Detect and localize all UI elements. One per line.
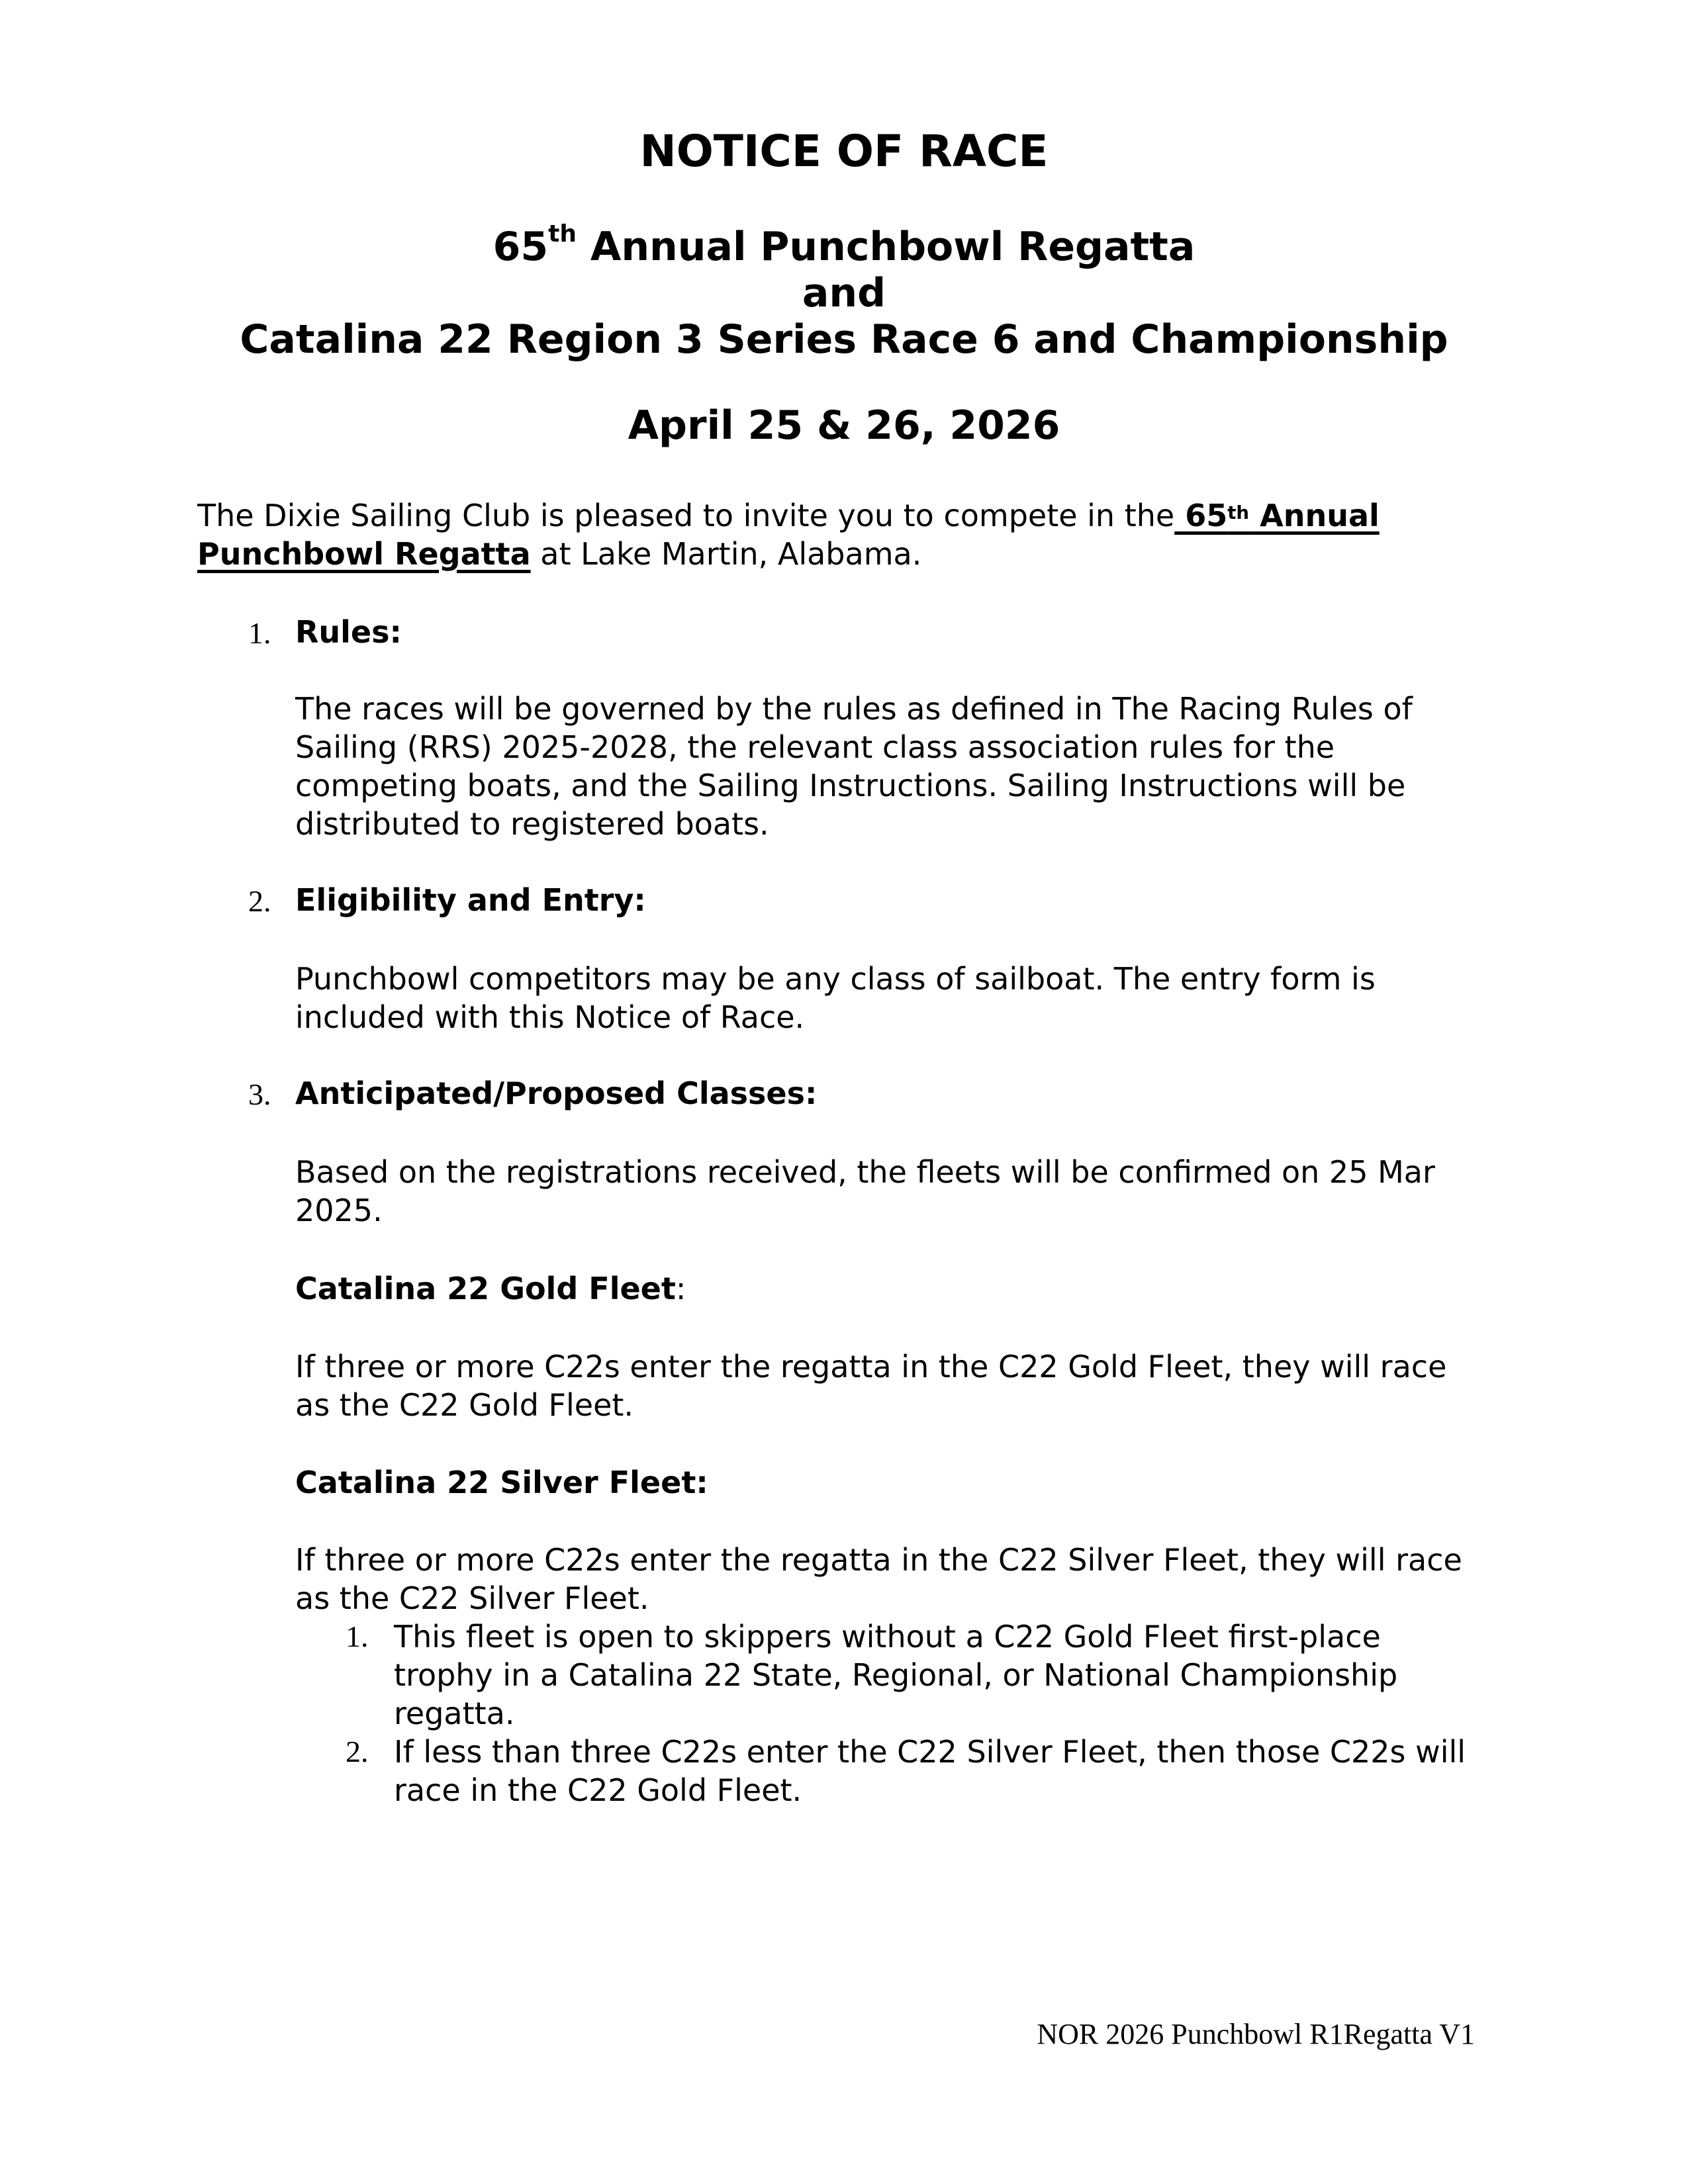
regatta-name-link-cont: Punchbowl Regatta bbox=[197, 536, 531, 572]
regatta-name-part: Annual bbox=[1249, 498, 1380, 533]
gold-fleet-body-line: If three or more C22s enter the regatta in the C22 Gold Fleet, they will race bbox=[295, 1349, 1447, 1385]
intro-lead: The Dixie Sailing Club is pleased to invite you to compete in the bbox=[197, 498, 1175, 533]
section-3-body-line: 2025. bbox=[295, 1193, 383, 1228]
silver-item-1-line: regatta. bbox=[394, 1696, 515, 1731]
intro-line-2 bbox=[197, 535, 921, 573]
silver-item-1-line: This fleet is open to skippers without a C22 Gold Fleet first-place bbox=[394, 1619, 1381, 1655]
section-3-body-line: Based on the registrations received, the fleets will be confirmed on 25 Mar bbox=[295, 1154, 1435, 1190]
event-title bbox=[0, 220, 1688, 270]
silver-fleet-body-line: as the C22 Silver Fleet. bbox=[295, 1580, 649, 1616]
silver-item-1-line: trophy in a Catalina 22 State, Regional, or National Championship bbox=[394, 1657, 1398, 1693]
section-1-body-line: Sailing (RRS) 2025-2028, the relevant class association rules for the bbox=[295, 729, 1335, 765]
section-1-body-line: competing boats, and the Sailing Instructions. Sailing Instructions will be bbox=[295, 768, 1406, 803]
intro-tail: at Lake Martin, Alabama. bbox=[530, 536, 922, 572]
section-1-body-line: distributed to registered boats. bbox=[295, 806, 769, 842]
silver-item-1-number: 1. bbox=[346, 1619, 369, 1653]
gold-fleet-heading bbox=[295, 1269, 686, 1308]
event-name: Annual Punchbowl Regatta bbox=[577, 224, 1196, 270]
gold-fleet-body-line: as the C22 Gold Fleet. bbox=[295, 1387, 634, 1423]
section-1-body-line: The races will be governed by the rules as defined in The Racing Rules of bbox=[295, 691, 1413, 727]
section-3-number: 3. bbox=[248, 1077, 271, 1111]
section-2-number: 2. bbox=[248, 884, 271, 918]
event-number: 65 bbox=[492, 224, 549, 270]
regatta-name-link bbox=[1174, 498, 1380, 533]
silver-fleet-heading: Catalina 22 Silver Fleet: bbox=[295, 1465, 708, 1500]
section-1-heading: Rules: bbox=[295, 614, 402, 650]
event-dates: April 25 & 26, 2026 bbox=[628, 402, 1060, 449]
footer-document-id: NOR 2026 Punchbowl R1Regatta V1 bbox=[1037, 2018, 1475, 2050]
section-2-heading: Eligibility and Entry: bbox=[295, 882, 646, 918]
series-title: Catalina 22 Region 3 Series Race 6 and Championship bbox=[240, 316, 1448, 363]
gold-fleet-heading-text: Catalina 22 Gold Fleet bbox=[295, 1271, 676, 1306]
section-1-number: 1. bbox=[248, 616, 271, 650]
silver-fleet-body-line: If three or more C22s enter the regatta in the C22 Silver Fleet, they will race bbox=[295, 1542, 1462, 1578]
section-2-body-line: included with this Notice of Race. bbox=[295, 999, 805, 1035]
event-conjunction: and bbox=[802, 270, 886, 316]
regatta-number: 65 bbox=[1174, 498, 1228, 533]
section-3-heading: Anticipated/Proposed Classes: bbox=[295, 1075, 818, 1111]
intro-line-1 bbox=[197, 496, 1380, 535]
silver-item-2-number: 2. bbox=[346, 1735, 369, 1768]
page-title: NOTICE OF RACE bbox=[639, 126, 1049, 177]
silver-item-2-line: If less than three C22s enter the C22 Silver Fleet, then those C22s will bbox=[394, 1734, 1466, 1770]
gold-fleet-heading-colon: : bbox=[675, 1271, 686, 1306]
section-2-body-line: Punchbowl competitors may be any class of sailboat. The entry form is bbox=[295, 961, 1376, 997]
silver-item-2-line: race in the C22 Gold Fleet. bbox=[394, 1772, 802, 1808]
event-ordinal-suffix: th bbox=[548, 220, 577, 248]
regatta-ordinal-suffix: th bbox=[1227, 501, 1250, 523]
